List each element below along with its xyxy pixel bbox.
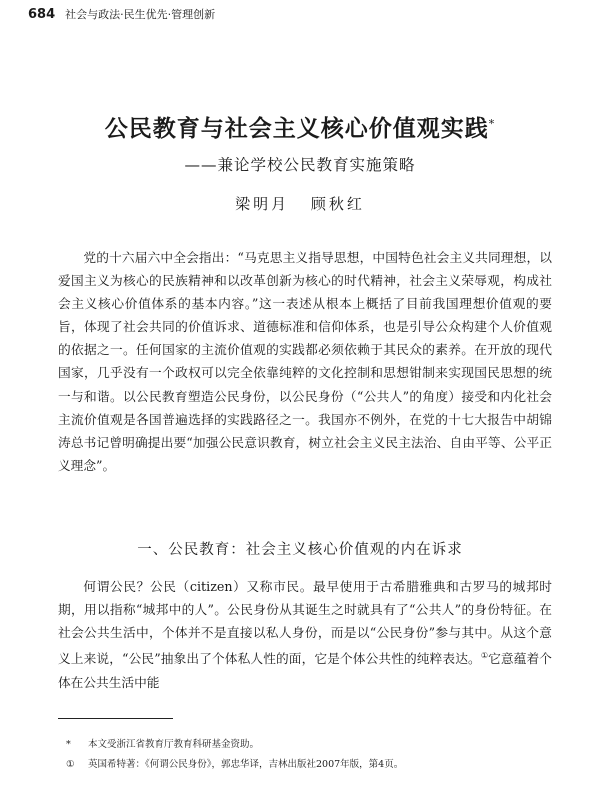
paragraph-citizen: [58, 575, 552, 694]
footnote-symbol: *: [66, 739, 71, 750]
footnote-text: 本文受浙江省教育厅教育科研基金资助。: [88, 739, 260, 750]
footnote-ref-1: ①: [480, 651, 489, 661]
footnote-symbol: ①: [66, 759, 75, 770]
article-title: [0, 110, 600, 143]
paragraph-intro: 党的十六届六中全会指出：“马克思主义指导思想，中国特色社会主义共同理想，以爱国主义为核心的民族精神和以改革创新为核心的时代精神，社会主义荣辱观，构成社会主义核心价值体系的基本内容。”这一表述从根本上概括了目前我国理想价值观的要旨，体现了社会共同的价值诉求、道德标准和信仰体系，也是引导公众构建个人价值观的依据之一。任何国家的主流价值观的实践都必须依赖于其民众的素养。在开放的现代国家，几乎没有一个政权可以完全依靠纯粹的文化控制和思想钳制来实现国民思想的统一与和谐。以公民教育塑造公民身份，以公民身份（“公共人”的角度）接受和内化社会主流价值观是各国普遍选择的实践路径之一。我国亦不例外，在党的十七大报告中胡锦涛总书记曾明确提出要“加强公民意识教育，树立社会主义民主法治、自由平等、公平正义理念”。: [58, 250, 552, 473]
paragraph-citizen-text: 何谓公民？公民（citizen）又称市民。最早使用于古希腊雅典和古罗马的城邦时期，用以指称“城邦中的人”。公民身份从其诞生之时就具有了“公共人”的身份特征。在社会公共生活中，个体并不是直接以私人身份，而是以“公民身份”参与其中。从这个意义上来说，“公民”抽象出了个体私人性的面，它是个体公共性的纯粹表达。: [58, 579, 552, 667]
section-heading: 一、公民教育：社会主义核心价值观的内在诉求: [137, 542, 463, 558]
running-title: 社会与政法·民生优先·管理创新: [65, 8, 216, 21]
paragraph-citizen-tail: 它意蕴着个体在公共生活中能: [58, 651, 552, 690]
footnote-divider: [58, 718, 173, 719]
title-text: 公民教育与社会主义核心价值观实践: [104, 115, 489, 142]
title-footnote-mark: *: [488, 117, 496, 131]
footnote-text: 英国希特著：《何谓公民身份》，郭忠华译，吉林出版社2007年版，第4页。: [88, 759, 404, 770]
article-subtitle: ——兼论学校公民教育实施策略: [184, 156, 416, 174]
authors: 梁明月 顾秋红: [235, 195, 365, 213]
footnote-funding: [66, 736, 260, 750]
page-number: 684: [28, 7, 56, 22]
footnote-citation: [66, 756, 404, 770]
running-header: [28, 6, 572, 28]
